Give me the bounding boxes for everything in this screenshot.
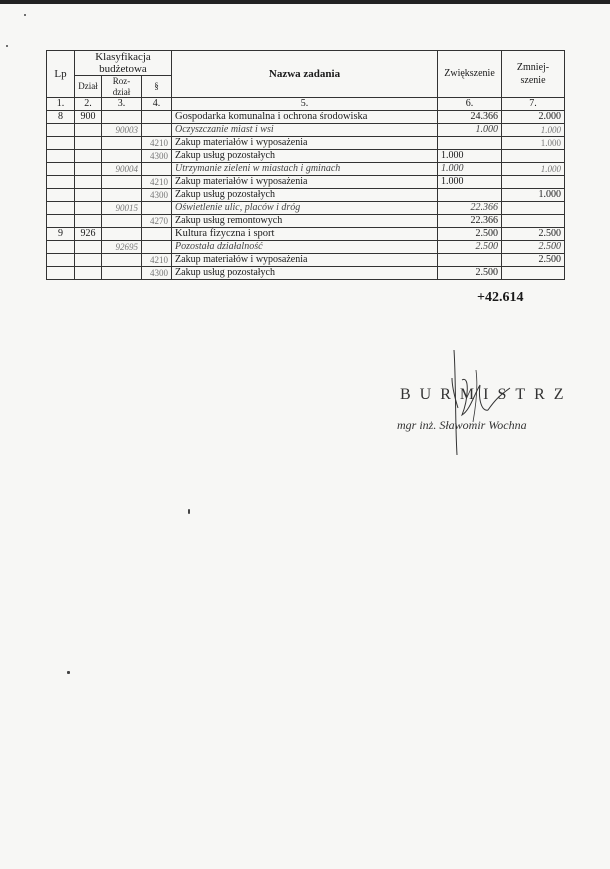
cell-lp bbox=[47, 267, 75, 280]
total-sum: +42.614 bbox=[477, 290, 524, 305]
cell-dzial bbox=[75, 201, 102, 214]
cell-name: Zakup usług pozostałych bbox=[172, 188, 438, 201]
cell-dzial bbox=[75, 149, 102, 162]
cell-zmniejszenie bbox=[502, 149, 565, 162]
table-row bbox=[47, 188, 565, 201]
cell-paragraf bbox=[142, 201, 172, 214]
cell-paragraf: 4210 bbox=[142, 136, 172, 149]
cell-paragraf: 4270 bbox=[142, 214, 172, 227]
cell-lp bbox=[47, 201, 75, 214]
cell-zmniejszenie bbox=[502, 201, 565, 214]
cell-name: Zakup materiałów i wyposażenia bbox=[172, 175, 438, 188]
table-row bbox=[47, 149, 565, 162]
cell-zmniejszenie: 2.500 bbox=[502, 241, 565, 254]
cell-zmniejszenie bbox=[502, 214, 565, 227]
column-number: 1. bbox=[47, 97, 75, 110]
column-number: 7. bbox=[502, 97, 565, 110]
cell-rozdzial bbox=[102, 175, 142, 188]
header-nazwa-zadania: Nazwa zadania bbox=[172, 51, 438, 98]
cell-zwiekszenie: 1.000 bbox=[438, 162, 502, 175]
table-row bbox=[47, 267, 565, 280]
cell-zwiekszenie: 1.000 bbox=[438, 175, 502, 188]
table-row bbox=[47, 136, 565, 149]
cell-lp bbox=[47, 254, 75, 267]
cell-rozdzial: 90004 bbox=[102, 162, 142, 175]
cell-zwiekszenie bbox=[438, 136, 502, 149]
header-paragraf: § bbox=[142, 76, 172, 98]
cell-zmniejszenie bbox=[502, 267, 565, 280]
cell-name: Pozostała działalność bbox=[172, 241, 438, 254]
header-rozdzial: Roz-dział bbox=[102, 76, 142, 98]
cell-dzial bbox=[75, 267, 102, 280]
cell-dzial bbox=[75, 254, 102, 267]
column-number-row bbox=[47, 97, 565, 110]
column-number: 3. bbox=[102, 97, 142, 110]
cell-paragraf: 4210 bbox=[142, 175, 172, 188]
cell-name: Gospodarka komunalna i ochrona środowiska bbox=[172, 110, 438, 123]
cell-zwiekszenie bbox=[438, 188, 502, 201]
cell-paragraf: 4300 bbox=[142, 188, 172, 201]
cell-lp bbox=[47, 214, 75, 227]
table-row bbox=[47, 123, 565, 136]
cell-zwiekszenie bbox=[438, 254, 502, 267]
cell-dzial bbox=[75, 136, 102, 149]
column-number: 6. bbox=[438, 97, 502, 110]
cell-name: Oczyszczanie miast i wsi bbox=[172, 123, 438, 136]
cell-lp bbox=[47, 241, 75, 254]
table-row bbox=[47, 214, 565, 227]
cell-zmniejszenie: 1.000 bbox=[502, 188, 565, 201]
scan-speck bbox=[24, 14, 26, 16]
cell-dzial bbox=[75, 162, 102, 175]
cell-dzial bbox=[75, 188, 102, 201]
cell-rozdzial: 90015 bbox=[102, 201, 142, 214]
cell-rozdzial bbox=[102, 254, 142, 267]
cell-lp bbox=[47, 149, 75, 162]
cell-name: Zakup materiałów i wyposażenia bbox=[172, 136, 438, 149]
cell-zmniejszenie: 1.000 bbox=[502, 136, 565, 149]
scan-top-edge bbox=[0, 0, 610, 4]
cell-rozdzial: 92695 bbox=[102, 241, 142, 254]
table-row bbox=[47, 227, 565, 240]
cell-lp bbox=[47, 123, 75, 136]
header-dzial: Dział bbox=[75, 76, 102, 98]
cell-paragraf bbox=[142, 123, 172, 136]
cell-lp: 8 bbox=[47, 110, 75, 123]
cell-zmniejszenie: 2.500 bbox=[502, 254, 565, 267]
scan-speck bbox=[188, 509, 190, 514]
cell-lp bbox=[47, 188, 75, 201]
cell-name: Zakup usług pozostałych bbox=[172, 267, 438, 280]
cell-rozdzial bbox=[102, 227, 142, 240]
table-row bbox=[47, 110, 565, 123]
signature-title: BURMISTRZ bbox=[400, 386, 573, 403]
cell-name: Zakup usług remontowych bbox=[172, 214, 438, 227]
cell-zwiekszenie: 2.500 bbox=[438, 267, 502, 280]
cell-dzial bbox=[75, 214, 102, 227]
cell-paragraf bbox=[142, 227, 172, 240]
cell-paragraf bbox=[142, 110, 172, 123]
signature-name: mgr inż. Sławomir Wochna bbox=[397, 418, 527, 432]
cell-dzial: 926 bbox=[75, 227, 102, 240]
cell-lp bbox=[47, 162, 75, 175]
cell-zmniejszenie: 1.000 bbox=[502, 123, 565, 136]
cell-paragraf bbox=[142, 162, 172, 175]
scan-speck bbox=[67, 671, 70, 674]
cell-rozdzial bbox=[102, 149, 142, 162]
cell-zwiekszenie: 1.000 bbox=[438, 123, 502, 136]
table-row bbox=[47, 201, 565, 214]
header-zmniejszenie: Zmniej-szenie bbox=[502, 51, 565, 98]
cell-paragraf bbox=[142, 241, 172, 254]
table-row bbox=[47, 241, 565, 254]
table-row bbox=[47, 162, 565, 175]
cell-name: Oświetlenie ulic, placów i dróg bbox=[172, 201, 438, 214]
cell-zwiekszenie: 2.500 bbox=[438, 227, 502, 240]
column-number: 2. bbox=[75, 97, 102, 110]
cell-rozdzial bbox=[102, 267, 142, 280]
cell-rozdzial bbox=[102, 110, 142, 123]
header-lp: Lp bbox=[47, 51, 75, 98]
cell-name: Zakup materiałów i wyposażenia bbox=[172, 254, 438, 267]
cell-zmniejszenie: 1.000 bbox=[502, 162, 565, 175]
cell-name: Utrzymanie zieleni w miastach i gminach bbox=[172, 162, 438, 175]
cell-zwiekszenie: 24.366 bbox=[438, 110, 502, 123]
cell-name: Kultura fizyczna i sport bbox=[172, 227, 438, 240]
cell-name: Zakup usług pozostałych bbox=[172, 149, 438, 162]
scan-speck bbox=[6, 45, 8, 47]
cell-paragraf: 4210 bbox=[142, 254, 172, 267]
column-number: 4. bbox=[142, 97, 172, 110]
cell-dzial: 900 bbox=[75, 110, 102, 123]
cell-rozdzial bbox=[102, 136, 142, 149]
cell-paragraf: 4300 bbox=[142, 267, 172, 280]
cell-rozdzial bbox=[102, 214, 142, 227]
cell-paragraf: 4300 bbox=[142, 149, 172, 162]
column-number: 5. bbox=[172, 97, 438, 110]
cell-lp bbox=[47, 136, 75, 149]
cell-zwiekszenie: 22.366 bbox=[438, 214, 502, 227]
cell-rozdzial bbox=[102, 188, 142, 201]
header-klasyfikacja: Klasyfikacja budżetowa bbox=[75, 51, 172, 76]
cell-rozdzial: 90003 bbox=[102, 123, 142, 136]
budget-table bbox=[46, 50, 565, 280]
cell-zmniejszenie: 2.000 bbox=[502, 110, 565, 123]
cell-zwiekszenie: 1.000 bbox=[438, 149, 502, 162]
cell-zwiekszenie: 2.500 bbox=[438, 241, 502, 254]
cell-dzial bbox=[75, 175, 102, 188]
cell-dzial bbox=[75, 123, 102, 136]
cell-zmniejszenie: 2.500 bbox=[502, 227, 565, 240]
cell-zwiekszenie: 22.366 bbox=[438, 201, 502, 214]
header-zwiekszenie: Zwiększenie bbox=[438, 51, 502, 98]
table-row bbox=[47, 175, 565, 188]
cell-lp: 9 bbox=[47, 227, 75, 240]
cell-zmniejszenie bbox=[502, 175, 565, 188]
table-row bbox=[47, 254, 565, 267]
cell-dzial bbox=[75, 241, 102, 254]
cell-lp bbox=[47, 175, 75, 188]
